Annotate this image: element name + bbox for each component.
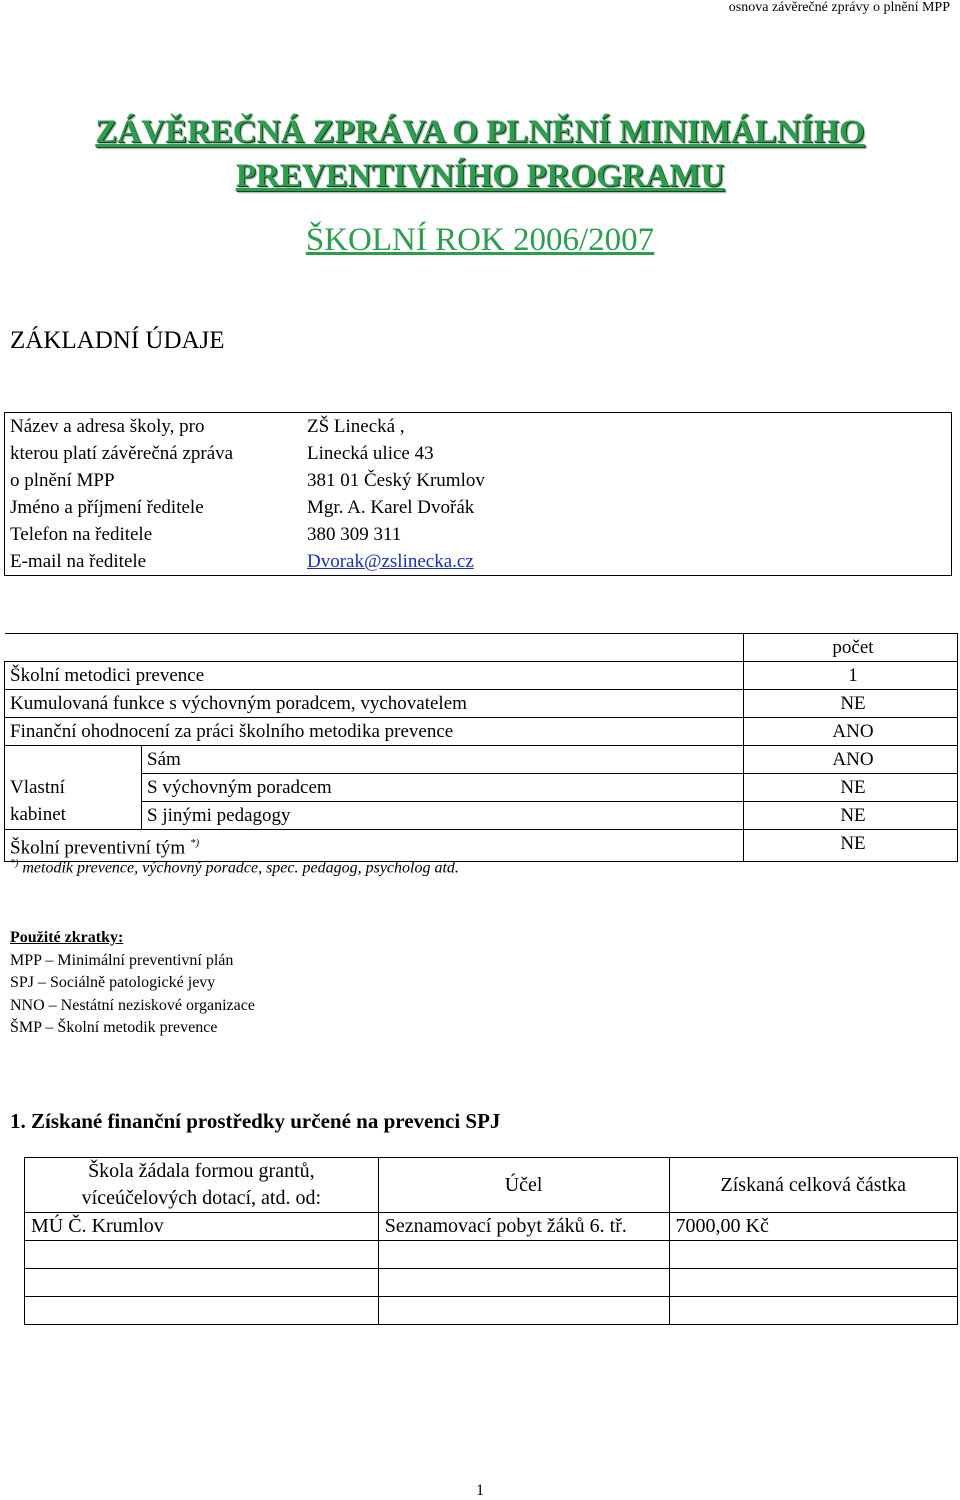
abbreviations-title: Použité zkratky:: [10, 929, 124, 946]
value-line: ZŠ Linecká ,: [307, 416, 405, 437]
report-title-line1: ZÁVĚREČNÁ ZPRÁVA O PLNĚNÍ MINIMÁLNÍHO: [95, 114, 865, 150]
abbreviation-item: ŠMP – Školní metodik prevence: [10, 1019, 218, 1036]
empty-cell: [378, 1269, 669, 1297]
table-row: [25, 1297, 958, 1325]
col-purpose-header: Účel: [378, 1158, 669, 1213]
table-row: [5, 662, 958, 690]
footnote-mark: *): [10, 858, 19, 869]
abbreviation-item: SPJ – Sociálně patologické jevy: [10, 974, 216, 991]
director-label: Jméno a příjmení ředitele: [10, 497, 204, 518]
purpose-cell: Seznamovací pobyt žáků 6. tř.: [378, 1213, 669, 1241]
empty-cell: [25, 1241, 379, 1269]
table-row: [5, 774, 958, 802]
footnote: [10, 858, 459, 877]
school-name-value: [302, 413, 952, 495]
phone-label: Telefon na ředitele: [10, 524, 153, 545]
table-row: [5, 830, 958, 862]
team-label: [5, 830, 744, 862]
table-row: [5, 718, 958, 746]
empty-cell: [669, 1241, 957, 1269]
empty-cell: [25, 1297, 379, 1325]
value-line: Linecká ulice 43: [307, 443, 434, 464]
abbreviation-item: NNO – Nestátní neziskové organizace: [10, 996, 255, 1014]
team-label-text: Školní preventivní tým: [10, 837, 186, 859]
row-value: NE: [744, 802, 958, 830]
row-value: ANO: [744, 718, 958, 746]
table-row: [25, 1213, 958, 1241]
table-row: [25, 1269, 958, 1297]
label-line: kabinet: [10, 804, 66, 825]
table-row: [25, 1241, 958, 1269]
table-row: [5, 690, 958, 718]
row-value: NE: [744, 690, 958, 718]
email-label: E-mail na ředitele: [10, 551, 147, 572]
header-spacer: [5, 634, 744, 662]
col-amount-header: Získaná celková částka: [669, 1158, 957, 1213]
table-row: [5, 548, 952, 576]
amount-cell: 7000,00 Kč: [669, 1213, 957, 1241]
row-label: Školní metodici prevence: [5, 662, 744, 690]
funds-table: [24, 1157, 958, 1325]
table-row: [5, 634, 958, 662]
label-line: Název a adresa školy, pro: [10, 416, 205, 437]
abbreviations: [10, 927, 255, 1040]
label-line: Vlastní: [10, 777, 65, 798]
table-row: [5, 521, 952, 548]
label-line: o plnění MPP: [10, 470, 115, 491]
report-title-line2: PREVENTIVNÍHO PROGRAMU: [235, 158, 725, 194]
school-name-label: [5, 413, 303, 495]
empty-cell: [378, 1297, 669, 1325]
row-label: Finanční ohodnocení za práci školního metodika prevence: [5, 718, 744, 746]
cabinet-label: [5, 746, 142, 830]
empty-cell: [669, 1269, 957, 1297]
col-source-header: [25, 1158, 379, 1213]
source-cell: MÚ Č. Krumlov: [25, 1213, 379, 1241]
school-year: ŠKOLNÍ ROK 2006/2007: [305, 222, 655, 258]
table-header-row: [25, 1158, 958, 1213]
table-row: [5, 413, 952, 495]
label-line: kterou platí závěrečná zpráva: [10, 443, 234, 464]
footnote-mark: *): [189, 837, 200, 849]
row-value: NE: [744, 774, 958, 802]
count-header: počet: [744, 634, 958, 662]
section-1-heading: 1. Získané finanční prostředky určené na prevenci SPJ: [10, 1109, 501, 1133]
basic-data-heading: ZÁKLADNÍ ÚDAJE: [10, 327, 225, 354]
table-row: [5, 802, 958, 830]
row-label: S výchovným poradcem: [142, 774, 744, 802]
footnote-text: metodik prevence, výchovný poradce, spec. pedagog, psycholog atd.: [22, 859, 459, 877]
page-number: 1: [476, 1482, 484, 1499]
header-line: Škola žádala formou grantů,: [88, 1160, 315, 1182]
row-label: Kumulovaná funkce s výchovným poradcem, vychovatelem: [5, 690, 744, 718]
abbreviation-item: MPP – Minimální preventivní plán: [10, 951, 234, 969]
row-value: 1: [744, 662, 958, 690]
empty-cell: [378, 1241, 669, 1269]
row-value: ANO: [744, 746, 958, 774]
table-row: [5, 746, 958, 774]
header-line: víceúčelových dotací, atd. od:: [81, 1187, 322, 1209]
empty-cell: [669, 1297, 957, 1325]
table-row: [5, 494, 952, 521]
email-value[interactable]: [302, 548, 952, 576]
email-link[interactable]: Dvorak@zslinecka.cz: [307, 551, 474, 572]
empty-cell: [25, 1269, 379, 1297]
page-header: osnova závěrečné zprávy o plnění MPP: [728, 0, 950, 15]
prevention-table: [4, 633, 958, 862]
basic-info-table: [4, 412, 952, 576]
row-label: Sám: [142, 746, 744, 774]
team-value: NE: [744, 830, 958, 862]
value-line: 381 01 Český Krumlov: [307, 470, 485, 491]
row-label: S jinými pedagogy: [142, 802, 744, 830]
director-value: Mgr. A. Karel Dvořák: [307, 497, 475, 518]
phone-value: 380 309 311: [307, 524, 402, 545]
